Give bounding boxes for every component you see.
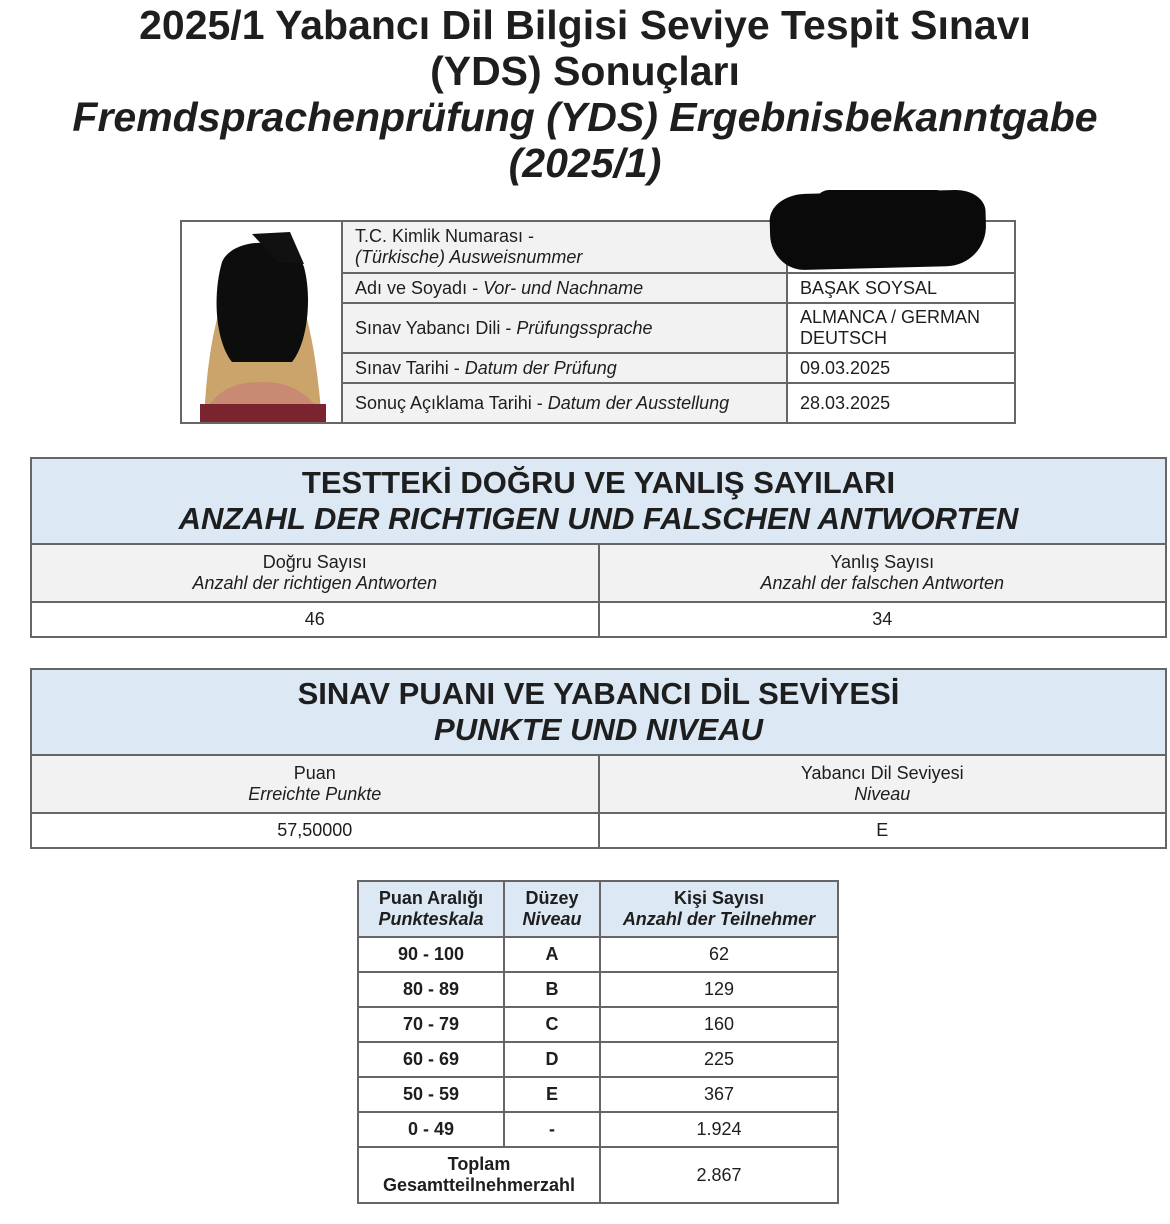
range-cell: 90 - 100: [358, 937, 504, 972]
answers-title-tr: TESTTEKİ DOĞRU VE YANLIŞ SAYILARI: [301, 465, 896, 500]
score-title-tr: SINAV PUANI VE YABANCI DİL SEVİYESİ: [297, 676, 900, 711]
title-tr-line2: (YDS) Sonuçları: [430, 48, 740, 94]
answers-header-row: [32, 545, 1165, 603]
level-col-header: [504, 881, 600, 937]
range-cell: 80 - 89: [358, 972, 504, 1007]
score-values-row: [32, 814, 1165, 847]
issue-date-label: [343, 384, 788, 422]
points-label-de: Erreichte Punkte: [248, 784, 382, 804]
total-label-tr: Toplam: [447, 1154, 511, 1174]
distribution-header-row: [358, 881, 838, 937]
wrong-count-header: [598, 545, 1166, 601]
candidate-photo: [182, 222, 343, 422]
range-cell: 0 - 49: [358, 1112, 504, 1147]
exam-date-value: 09.03.2025: [800, 357, 891, 378]
table-row: [358, 1042, 838, 1077]
wrong-count-value: 34: [598, 603, 1166, 636]
score-distribution-table: [357, 880, 839, 1204]
points-header: [32, 756, 598, 812]
table-row: [358, 972, 838, 1007]
table-row: [358, 937, 838, 972]
points-label-tr: Puan: [293, 763, 336, 783]
count-header-tr: Kişi Sayısı: [673, 888, 765, 908]
correct-count-label-de: Anzahl der richtigen Antworten: [192, 573, 437, 593]
count-cell: 129: [600, 972, 838, 1007]
wrong-count-label-tr: Yanlış Sayısı: [830, 552, 935, 572]
count-cell: 367: [600, 1077, 838, 1112]
correct-count-header: [32, 545, 598, 601]
id-number-label: [343, 222, 788, 272]
language-value: [788, 304, 1014, 352]
exam-date-label-tr: Sınav Tarihi -: [355, 357, 465, 378]
level-cell: E: [504, 1077, 600, 1112]
info-row-language: [343, 304, 1014, 354]
range-cell: 70 - 79: [358, 1007, 504, 1042]
count-cell: 62: [600, 937, 838, 972]
total-label: [358, 1147, 600, 1203]
info-row-exam-date: [343, 354, 1014, 384]
score-title-de: PUNKTE UND NIVEAU: [434, 712, 763, 747]
issue-date-value: 28.03.2025: [800, 392, 891, 413]
info-row-issue-date: [343, 384, 1014, 422]
language-value-line1: ALMANCA / GERMAN: [800, 307, 981, 327]
correct-count-label-tr: Doğru Sayısı: [262, 552, 367, 572]
level-cell: D: [504, 1042, 600, 1077]
title-tr-line1: 2025/1 Yabancı Dil Bilgisi Seviye Tespit Sınavı: [139, 2, 1031, 48]
table-row: [358, 1007, 838, 1042]
count-cell: 225: [600, 1042, 838, 1077]
answers-section: [30, 457, 1167, 638]
language-label: [343, 304, 788, 352]
score-section-header: [32, 670, 1165, 756]
answers-values-row: [32, 603, 1165, 636]
count-cell: 160: [600, 1007, 838, 1042]
level-col-header-tr: Düzey: [525, 888, 579, 908]
level-cell: A: [504, 937, 600, 972]
photo-image: [182, 222, 341, 422]
level-cell: B: [504, 972, 600, 1007]
range-header-tr: Puan Aralığı: [378, 888, 484, 908]
wrong-count-label-de: Anzahl der falschen Antworten: [760, 573, 1004, 593]
score-section: [30, 668, 1167, 849]
table-row: [358, 1077, 838, 1112]
language-label-de: Prüfungssprache: [516, 317, 653, 338]
language-value-line2: DEUTSCH: [800, 328, 888, 348]
name-value: BAŞAK SOYSAL: [800, 277, 938, 298]
table-row: [358, 1112, 838, 1147]
redaction-mark: [769, 189, 987, 271]
exam-date-label-de: Datum der Prüfung: [464, 357, 617, 378]
id-number-label-tr: T.C. Kimlik Numarası -: [355, 226, 535, 246]
info-row-name: [343, 274, 1014, 304]
total-label-de: Gesamtteilnehmerzahl: [382, 1175, 576, 1195]
range-cell: 60 - 69: [358, 1042, 504, 1077]
issue-date-label-tr: Sonuç Açıklama Tarihi -: [355, 392, 548, 413]
range-header-de: Punkteskala: [378, 909, 484, 929]
points-value: 57,50000: [277, 820, 353, 840]
total-row: [358, 1147, 838, 1203]
answers-title-de: ANZAHL DER RICHTIGEN UND FALSCHEN ANTWORTEN: [178, 501, 1019, 536]
level-value: E: [598, 814, 1166, 847]
name-label-de: Vor- und Nachname: [483, 277, 644, 298]
language-label-tr: Sınav Yabancı Dili -: [355, 317, 517, 338]
issue-date-label-de: Datum der Ausstellung: [547, 392, 730, 413]
range-header: [358, 881, 504, 937]
level-cell: -: [504, 1112, 600, 1147]
level-header: [598, 756, 1166, 812]
answers-section-header: [32, 459, 1165, 545]
name-label: [343, 274, 788, 302]
name-label-tr: Adı ve Soyadı -: [355, 277, 484, 298]
count-header-de: Anzahl der Teilnehmer: [622, 909, 816, 929]
count-cell: 1.924: [600, 1112, 838, 1147]
level-label-tr: Yabancı Dil Seviyesi: [800, 763, 964, 783]
exam-date-label: [343, 354, 788, 382]
title-de-line2: (2025/1): [508, 140, 662, 186]
level-col-header-de: Niveau: [522, 909, 582, 929]
id-number-label-de: (Türkische) Ausweisnummer: [355, 247, 583, 267]
correct-count-value: 46: [304, 609, 325, 629]
total-value: 2.867: [600, 1147, 838, 1203]
score-header-row: [32, 756, 1165, 814]
level-cell: C: [504, 1007, 600, 1042]
range-cell: 50 - 59: [358, 1077, 504, 1112]
title-de-line1: Fremdsprachenprüfung (YDS) Ergebnisbekanntgabe: [72, 94, 1098, 140]
level-label-de: Niveau: [854, 784, 911, 804]
page-title: [0, 2, 1170, 186]
count-header: [600, 881, 838, 937]
